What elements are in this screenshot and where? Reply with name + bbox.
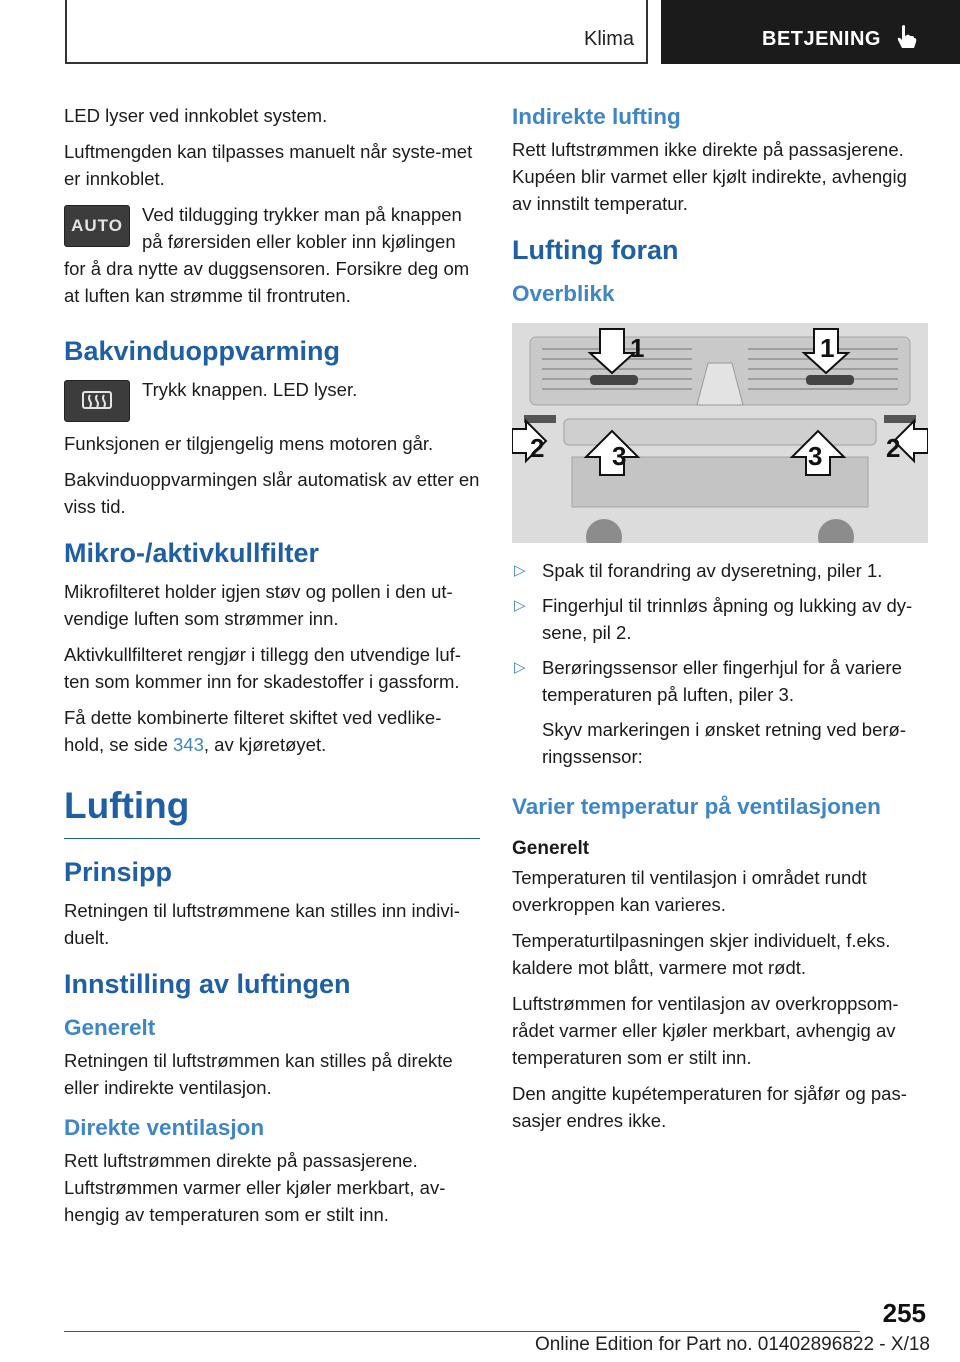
page-reference-link[interactable]: 343 (173, 734, 204, 755)
heading-lufting-foran: Lufting foran (512, 235, 679, 265)
figure-label: 3 (612, 441, 627, 471)
vent-illustration (512, 323, 928, 543)
heading-lufting: Lufting (64, 784, 480, 839)
heading-varier: Varier temperatur på ventilasjonen (512, 794, 881, 819)
figure-label: 3 (808, 441, 823, 471)
figure-label: 2 (886, 433, 901, 463)
auto-button-label: AUTO (71, 216, 123, 235)
paragraph: Luftmengden kan tilpasses manuelt når syste-met er innkoblet. (64, 141, 473, 189)
paragraph: Rett luftstrømmen ikke direkte på passasjerene. Kupéen blir varmet eller kjølt indirekte, avhengig av innstilt temperatur. (512, 139, 907, 214)
triangle-bullet-icon: ▷ (514, 659, 526, 676)
heading-direkte: Direkte ventilasjon (64, 1115, 265, 1140)
page-number: 255 (882, 1298, 926, 1328)
pointing-hand-icon (895, 24, 917, 55)
heading-rear-window-heating: Bakvinduoppvarming (64, 336, 341, 366)
header-section-tab (661, 0, 960, 64)
rear-window-heating-icon (64, 380, 130, 422)
triangle-bullet-icon: ▷ (514, 597, 526, 614)
list-item-text: Berøringssensor eller fingerhjul for å variere temperaturen på luften, piler 3. (542, 657, 902, 705)
heading-generelt: Generelt (64, 1015, 156, 1040)
figure-label: 1 (630, 333, 645, 363)
footer-edition: Online Edition for Part no. 01402896822 - X/18 (534, 1334, 930, 1355)
right-column (512, 102, 928, 1143)
paragraph: Luftstrømmen for ventilasjon av overkroppsom-rådet varmer eller kjøler merkbart, avhengig av temperaturen som er stilt inn. (512, 993, 899, 1068)
list-item (512, 592, 928, 646)
paragraph: Trykk knappen. LED lyser. (142, 379, 358, 400)
heading-prinsipp: Prinsipp (64, 857, 173, 887)
paragraph: Funksjonen er tilgjengelig mens motoren går. (64, 433, 434, 454)
list-item-text: Spak til forandring av dyseretning, piler 1. (542, 560, 883, 581)
paragraph: Aktivkullfilteret rengjør i tillegg den utvendige luf-ten som kommer inn for skadestoffer i gassform. (64, 644, 461, 692)
paragraph (64, 704, 480, 758)
rear-heating-row (64, 376, 480, 430)
paragraph: Retningen til luftstrømmene kan stilles inn indivi-duelt. (64, 900, 460, 948)
figure-label: 1 (820, 333, 835, 363)
paragraph: Temperaturen til ventilasjon i området rundt overkroppen kan varieres. (512, 867, 867, 915)
text: , av kjøretøyet. (203, 734, 327, 755)
paragraph: Bakvinduoppvarmingen slår automatisk av etter en viss tid. (64, 469, 480, 517)
triangle-bullet-icon: ▷ (514, 562, 526, 579)
paragraph: Ved tildugging trykker man på knappen på førersiden eller kobler inn kjølingen for å dra nytte av duggsensoren. Forsikre deg om at luften kan strømme til frontruten. (64, 204, 470, 306)
heading-overblikk: Overblikk (512, 281, 615, 306)
heading-innstilling: Innstilling av luftingen (64, 969, 351, 999)
paragraph: LED lyser ved innkoblet system. (64, 105, 328, 126)
paragraph: Retningen til luftstrømmen kan stilles på direkte eller indirekte ventilasjon. (64, 1050, 453, 1098)
paragraph: Mikrofilteret holder igjen støv og pollen i den ut-vendige luften som strømmer inn. (64, 581, 453, 629)
heading-filter: Mikro-/aktivkullfilter (64, 538, 320, 568)
auto-button-icon (64, 205, 130, 247)
chapter-title: Klima (583, 28, 634, 50)
paragraph: Rett luftstrømmen direkte på passasjerene. Luftstrømmen varmer eller kjøler merkbart, av-hengig av temperaturen som er stilt inn. (64, 1150, 446, 1225)
auto-button-row (64, 201, 480, 318)
sub-paragraph: Skyv markeringen i ønsket retning ved berø-ringssensor: (542, 719, 906, 767)
heading-indirekte: Indirekte lufting (512, 104, 681, 129)
feature-list (512, 557, 928, 708)
front-vent-figure (512, 323, 928, 543)
paragraph: Den angitte kupétemperaturen for sjåfør og pas-sasjer endres ikke. (512, 1083, 907, 1131)
heading-generelt-small: Generelt (512, 838, 590, 859)
section-title: BETJENING (762, 28, 881, 50)
list-item (512, 654, 928, 708)
list-item-text: Fingerhjul til trinnløs åpning og lukking av dy-sene, pil 2. (542, 595, 913, 643)
footer-divider (64, 1331, 860, 1332)
text: Få dette kombinerte filteret skiftet ved vedlike-hold, se side (64, 707, 442, 755)
header-chapter-box (65, 0, 648, 64)
figure-label: 2 (530, 433, 545, 463)
left-column (64, 102, 480, 1237)
paragraph: Temperaturtilpasningen skjer individuelt, f.eks. kaldere mot blått, varmere mot rødt. (512, 930, 891, 978)
list-item (512, 557, 928, 584)
